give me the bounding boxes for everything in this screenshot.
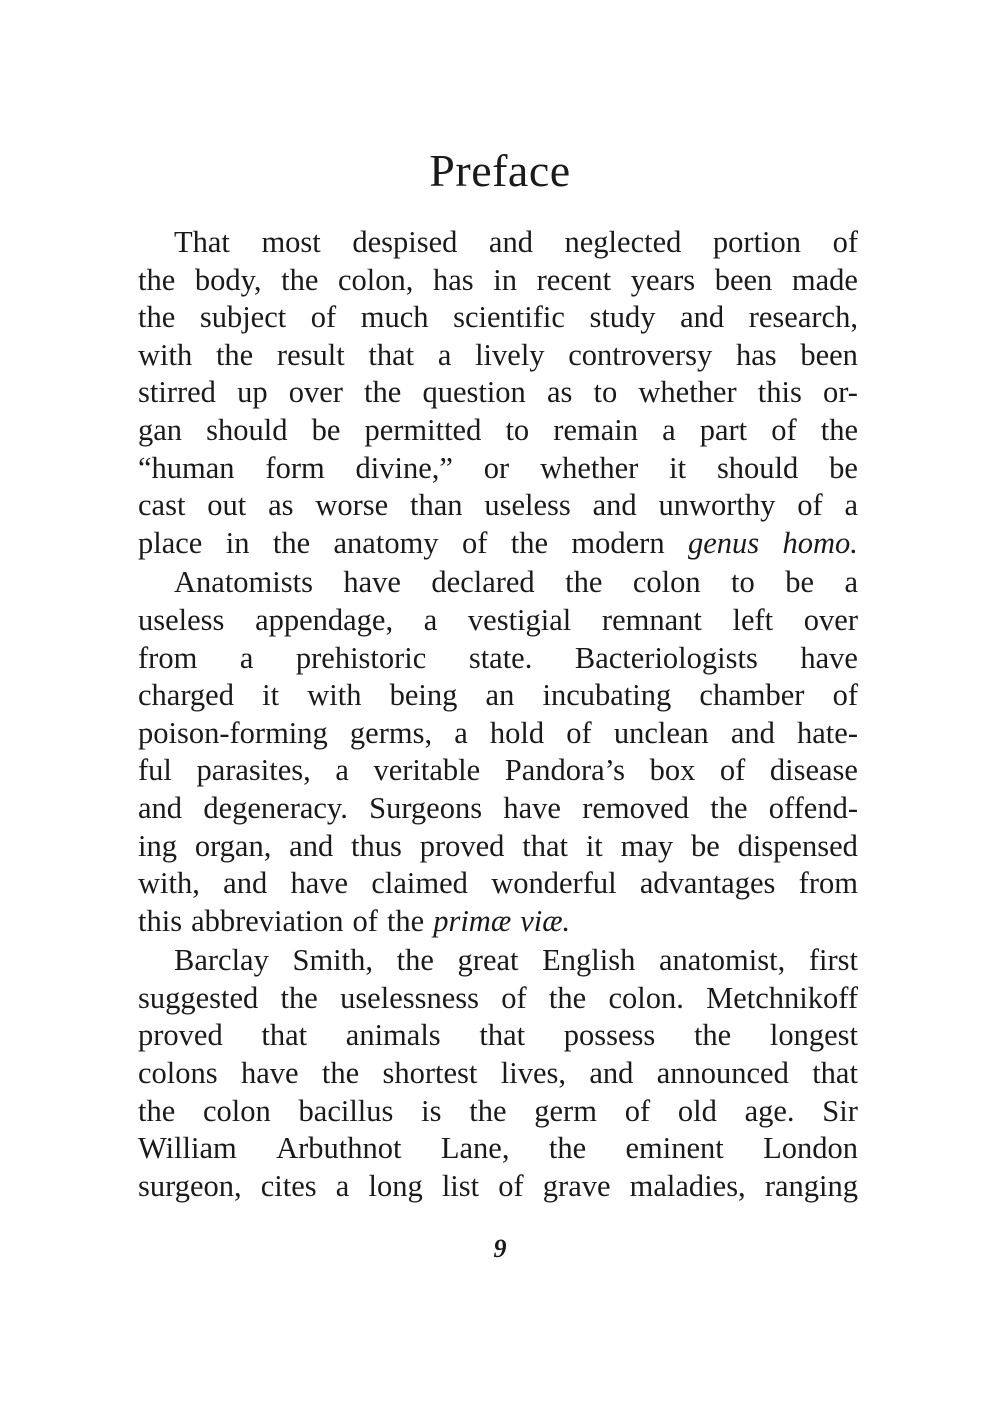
word: much	[360, 300, 429, 335]
word: list	[441, 1168, 480, 1203]
word: animals	[345, 1018, 441, 1053]
word: be	[311, 412, 341, 447]
word: eminent	[625, 1131, 724, 1166]
word: Arbuthnot	[276, 1131, 402, 1166]
word: has	[433, 262, 474, 297]
word: grave	[542, 1168, 611, 1203]
word: been	[800, 337, 858, 372]
word: the	[710, 790, 748, 825]
text-line	[138, 450, 858, 488]
word: Barclay	[174, 943, 269, 978]
word: the	[693, 1018, 732, 1053]
word: bacillus	[298, 1093, 394, 1128]
text-line	[138, 412, 858, 450]
word: left	[732, 602, 774, 637]
word: permitted	[364, 412, 482, 447]
word: and	[592, 488, 637, 523]
word: the	[321, 1056, 360, 1091]
word: that	[812, 1056, 858, 1091]
word: age.	[744, 1093, 795, 1128]
word: whether	[540, 450, 639, 485]
word: proved	[419, 828, 505, 863]
word: uselessness	[340, 980, 479, 1015]
text-line	[138, 677, 858, 715]
word: state.	[468, 640, 533, 675]
word: with,	[138, 866, 200, 901]
word: cites	[260, 1168, 317, 1203]
word: portion	[712, 225, 802, 259]
word: lives,	[500, 1056, 566, 1091]
word: scientific	[453, 300, 565, 335]
word: of	[719, 753, 746, 788]
word: first	[808, 943, 858, 978]
text-line	[138, 1055, 858, 1093]
word: colon	[632, 565, 701, 600]
word: to	[505, 412, 530, 447]
word: this	[757, 375, 802, 410]
word: the	[510, 525, 549, 560]
word: “human	[138, 450, 235, 485]
word: should	[206, 412, 288, 447]
word: the	[364, 375, 402, 410]
text-line	[138, 525, 858, 563]
word: germs,	[349, 715, 433, 750]
word: to	[731, 565, 755, 600]
word: remnant	[601, 602, 702, 637]
word: the	[138, 1093, 176, 1128]
word: the	[272, 525, 311, 560]
text-line	[138, 374, 858, 412]
word: may	[620, 828, 674, 863]
text-line	[138, 1093, 858, 1131]
text-line	[138, 1168, 858, 1206]
word: lively	[475, 337, 545, 372]
word: colons	[138, 1056, 218, 1091]
word: and	[680, 300, 725, 335]
word: poison-forming	[138, 715, 328, 750]
word: the	[386, 903, 425, 938]
text-line	[138, 752, 858, 790]
word: of	[832, 225, 858, 259]
paragraph	[138, 942, 858, 1205]
word: stirred	[138, 375, 216, 410]
word: removed	[582, 790, 689, 825]
word: an	[485, 678, 515, 713]
word: Sir	[822, 1093, 858, 1128]
paragraph	[138, 224, 858, 562]
word: useless	[484, 488, 571, 523]
word: primæ	[433, 903, 512, 938]
word: genus	[687, 525, 760, 560]
word: the	[820, 412, 858, 447]
word: in	[493, 262, 518, 297]
text-line	[138, 564, 858, 602]
word: gan	[138, 412, 183, 447]
word: of	[832, 678, 858, 713]
word: suggested	[138, 980, 259, 1015]
word: the	[548, 1131, 587, 1166]
word: London	[763, 1131, 858, 1166]
word: have	[240, 1056, 299, 1091]
word: being	[389, 678, 458, 713]
word: Pandora’s	[504, 753, 626, 788]
word: and	[730, 715, 775, 750]
word: germ	[534, 1093, 597, 1128]
body-text	[138, 224, 858, 1207]
word: most	[261, 225, 321, 259]
word: out	[207, 488, 247, 523]
word: the	[138, 300, 176, 335]
word: with	[307, 678, 362, 713]
word: organ,	[194, 828, 272, 863]
word: is	[421, 1093, 442, 1128]
word: years	[630, 262, 696, 297]
text-line	[138, 602, 858, 640]
word: hate-	[797, 715, 858, 750]
word: whether	[638, 375, 737, 410]
word: a	[335, 1168, 350, 1203]
text-line	[138, 640, 858, 678]
page-title: Preface	[429, 145, 571, 196]
word: of	[461, 525, 488, 560]
word: Surgeons	[369, 790, 483, 825]
word: it	[585, 828, 603, 863]
word: be	[829, 450, 858, 485]
word: dispensed	[737, 828, 858, 863]
word: the	[215, 337, 254, 372]
word: the	[138, 262, 176, 297]
word: has	[735, 337, 777, 372]
word: than	[409, 488, 463, 523]
text-line	[138, 1130, 858, 1168]
text-line	[138, 337, 858, 375]
word: that	[522, 828, 568, 863]
word: of	[624, 1093, 651, 1128]
word: Anatomists	[174, 565, 313, 600]
word: box	[649, 753, 696, 788]
word: colon,	[338, 262, 414, 297]
word: hold	[489, 715, 545, 750]
word: homo.	[782, 525, 858, 560]
word: modern	[571, 525, 665, 560]
word: as	[268, 488, 294, 523]
word: long	[368, 1168, 423, 1203]
word: from	[798, 866, 858, 901]
word: up	[237, 375, 268, 410]
word: declared	[431, 565, 535, 600]
word: viæ.	[520, 903, 571, 938]
word: that	[479, 1018, 526, 1053]
word: Bacteriologists	[574, 640, 758, 675]
text-line	[138, 262, 858, 300]
text-line	[138, 980, 858, 1018]
word: have	[290, 866, 349, 901]
word: part	[699, 412, 748, 447]
word: of	[566, 715, 592, 750]
word: or-	[822, 375, 858, 410]
word: remain	[553, 412, 638, 447]
word: made	[791, 262, 858, 297]
word: that	[368, 337, 415, 372]
word: proved	[138, 1018, 223, 1053]
word: it	[669, 450, 687, 485]
word: a	[844, 488, 858, 523]
word: and	[138, 790, 183, 825]
word: ful	[138, 753, 172, 788]
word: colon.	[608, 980, 684, 1015]
word: great	[457, 943, 519, 978]
word: the	[396, 943, 434, 978]
word: worse	[315, 488, 389, 523]
word: old	[677, 1093, 717, 1128]
word: colon	[203, 1093, 271, 1128]
word: ing	[138, 828, 177, 863]
word: William	[138, 1131, 237, 1166]
word: and	[289, 828, 334, 863]
word: anatomist,	[659, 943, 786, 978]
word: the	[280, 980, 318, 1015]
word: surgeon,	[138, 1168, 242, 1203]
text-line	[138, 1017, 858, 1055]
word: subject	[199, 300, 287, 335]
word: useless	[138, 602, 225, 637]
word: parasites,	[196, 753, 311, 788]
word: a	[844, 565, 858, 600]
word: with	[138, 337, 193, 372]
word: chamber	[699, 678, 805, 713]
word: a	[335, 753, 349, 788]
word: to	[593, 375, 618, 410]
word: research,	[748, 300, 858, 335]
word: of	[501, 980, 527, 1015]
word: abbreviation	[191, 903, 344, 938]
word: this	[138, 903, 183, 938]
word: be	[785, 565, 814, 600]
word: of	[797, 488, 823, 523]
word: ranging	[764, 1168, 858, 1203]
word: wonderful	[491, 866, 617, 901]
word: study	[589, 300, 656, 335]
word: shortest	[382, 1056, 478, 1091]
word: a	[423, 602, 438, 637]
word: the	[281, 262, 319, 297]
word: a	[662, 412, 676, 447]
text-line	[138, 299, 858, 337]
word: disease	[769, 753, 858, 788]
word: that	[261, 1018, 308, 1053]
word: and	[488, 225, 533, 259]
word: veritable	[373, 753, 481, 788]
text-line	[138, 942, 858, 980]
word: anatomy	[333, 525, 439, 560]
word: have	[503, 790, 561, 825]
word: as	[546, 375, 573, 410]
word: That	[174, 225, 230, 259]
text-line	[138, 224, 858, 262]
paragraph	[138, 564, 858, 940]
page-number: 9	[493, 1234, 507, 1263]
word: a	[454, 715, 468, 750]
word: body,	[194, 262, 262, 297]
word: the	[565, 565, 603, 600]
word: degeneracy.	[203, 790, 348, 825]
word: of	[352, 903, 378, 938]
word: neglected	[564, 225, 682, 259]
word: prehistoric	[295, 640, 427, 675]
word: Lane,	[440, 1131, 510, 1166]
word: Smith,	[292, 943, 373, 978]
word: have	[343, 565, 401, 600]
text-line	[138, 715, 858, 753]
text-line	[138, 865, 858, 903]
word: form	[265, 450, 325, 485]
word: be	[690, 828, 720, 863]
word: been	[714, 262, 773, 297]
text-line	[138, 828, 858, 866]
word: incubating	[542, 678, 672, 713]
word: offend-	[768, 790, 858, 825]
text-line	[138, 903, 858, 941]
word: in	[225, 525, 250, 560]
word: longest	[769, 1018, 858, 1053]
word: or	[483, 450, 510, 485]
word: announced	[656, 1056, 789, 1091]
word: over	[803, 602, 858, 637]
word: maladies,	[629, 1168, 746, 1203]
word: claimed	[371, 866, 468, 901]
word: should	[716, 450, 799, 485]
word: of	[498, 1168, 524, 1203]
word: and	[589, 1056, 634, 1091]
word: unworthy	[658, 488, 776, 523]
word: recent	[536, 262, 612, 297]
word: have	[800, 640, 858, 675]
word: question	[422, 375, 526, 410]
word: vestigial	[467, 602, 572, 637]
word: unclean	[613, 715, 709, 750]
word: of	[771, 412, 797, 447]
word: place	[138, 525, 203, 560]
word: Metchnikoff	[706, 980, 858, 1015]
word: cast	[138, 488, 186, 523]
word: appendage,	[255, 602, 394, 637]
word: from	[138, 640, 198, 675]
word: English	[542, 943, 636, 978]
word: despised	[352, 225, 458, 259]
word: over	[288, 375, 343, 410]
word: a	[239, 640, 254, 675]
word: the	[469, 1093, 507, 1128]
word: thus	[351, 828, 402, 863]
word: controversy	[568, 337, 713, 372]
word: a	[437, 337, 452, 372]
text-line	[138, 790, 858, 828]
word: and	[223, 866, 268, 901]
word: advantages	[639, 866, 776, 901]
text-line	[138, 487, 858, 525]
word: possess	[563, 1018, 656, 1053]
word: of	[310, 300, 337, 335]
word: result	[276, 337, 345, 372]
word: charged	[138, 678, 234, 713]
word: it	[262, 678, 280, 713]
word: the	[548, 980, 587, 1015]
word: divine,”	[355, 450, 453, 485]
